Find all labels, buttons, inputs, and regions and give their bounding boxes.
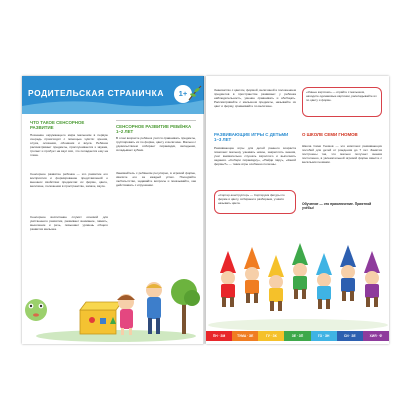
sensory-paragraph-1: Познание окружающего мира малышом в первую очередь происходит с помощью чувств: зрения, слуха, осязания, обоняния и вкуса. Ребёнок рассматривает предметы, прислушивается к звукам, трогает и пробует на вкус всё, что попадается ему на глаза. [30, 133, 108, 158]
right-page [206, 76, 389, 344]
gnome-blue [340, 245, 356, 301]
callout-box-2: «Сортер-конструктор» — Сортируем фигуры по форме и цвету, собираем и разбираем, учимся называть цвета. [214, 190, 296, 214]
section-heading-age: СЕНСОРНОЕ РАЗВИТИЕ РЕБЁНКА 1–2 ЛЕТ [116, 120, 196, 134]
gnome-orange [244, 247, 260, 303]
gnome-yellow [268, 255, 284, 311]
girl-figure [117, 294, 135, 335]
strip-segment-4: ЗЕ ∙ ЗП [284, 331, 310, 341]
branch-icon [187, 84, 203, 102]
strip-segment-2: ТУМА ∙ ЗЕ [232, 331, 258, 341]
gnome-purple [364, 251, 380, 307]
age-badge: 1+ [174, 85, 192, 103]
sensory-paragraph-2: Сенсорное развитие ребёнка — это развитие его восприятия и формирование представлений о внешних свойствах предметов: их форме, цвете, величине, положении в пространстве, запахе, вкусе. [30, 172, 108, 189]
children-illustration [22, 262, 204, 344]
header-band [22, 76, 204, 114]
strip-segment-1: ПН ∙ ЗМ [206, 331, 232, 341]
strip-segment-5: ГО ∙ ЗН [311, 331, 337, 341]
gnome-red [220, 251, 236, 307]
closing-message: Обучение — это приключение. Приятной учёбы! [302, 202, 372, 211]
games-paragraph: Развивающие игры для детей раннего возраста помогают малышу узнавать новое, закреплять знания, учат внимательно слушать взрослого и выполнять задания. «Собери пирамидку», «Найди пару», «Какой формы?» — такие игры особенно полезны. [214, 146, 296, 167]
page-title: РОДИТЕЛЬСКАЯ СТРАНИЧКА [28, 88, 164, 98]
strip-segment-3: ГУ ∙ ЗК [258, 331, 284, 341]
section-heading-games: РАЗВИВАЮЩИЕ ИГРЫ С ДЕТЬМИ 1–3 ЛЕТ [214, 132, 289, 142]
age-paragraph-1: В этом возрасте ребёнок учится сравнивать предметы, группировать их по форме, цвету и величине. Малыш с удовольствием собирает пирамидки, вкладыши, складывает кубики. [116, 136, 196, 153]
gnome-light-blue [316, 253, 332, 309]
section-heading-gnome-school: О ШКОЛЕ СЕМИ ГНОМОВ [302, 132, 358, 137]
tree-illustration [171, 279, 200, 334]
boy-figure [146, 282, 162, 334]
gnomes-illustration [206, 221, 389, 331]
intro-paragraph: Знакомство с цветом, формой, величиной и положением предметов в пространстве развивает у ребёнка наблюдательность, умение сравнивать и обобщать. Рассматривайте с малышом предметы, называйте их цвет и форму, сравнивайте по величине. [214, 88, 296, 109]
section-heading-sensory: ЧТО ТАКОЕ СЕНСОРНОЕ РАЗВИТИЕ [30, 120, 85, 130]
gnome-green [292, 243, 308, 299]
strip-segment-6: СИ ∙ ЗЕ [337, 331, 363, 341]
age-paragraph-2: Занимайтесь с ребёнком регулярно, в игровой форме, хвалите его за каждый успех. Поощряйте любопытство, задавайте вопросы и показывайте, как действовать с игрушками. [116, 171, 196, 188]
sensory-paragraph-3: Сенсорное воспитание служит основой для умственного развития, развивает внимание, память, мышление и речь, повышает уровень общего развития малыша. [30, 215, 108, 232]
callout-box-1: «Умные карточки» — играйте с малышом, находите одинаковые картинки, раскладывайте их по цвету и форме. [302, 87, 382, 117]
sorter-cube [80, 302, 122, 334]
strip-segment-7: ХИЯ ∙ Ф [363, 331, 389, 341]
left-page [22, 76, 204, 344]
gnome-school-paragraph: Школа Семи Гномов — это комплекс развивающих пособий для детей от рождения до 7 лет. Занятия построены так, что малыш получает знания постепенно, в увлекательной игровой форме вместе с весёлыми гномами. [302, 144, 382, 165]
days-color-strip [206, 331, 389, 341]
